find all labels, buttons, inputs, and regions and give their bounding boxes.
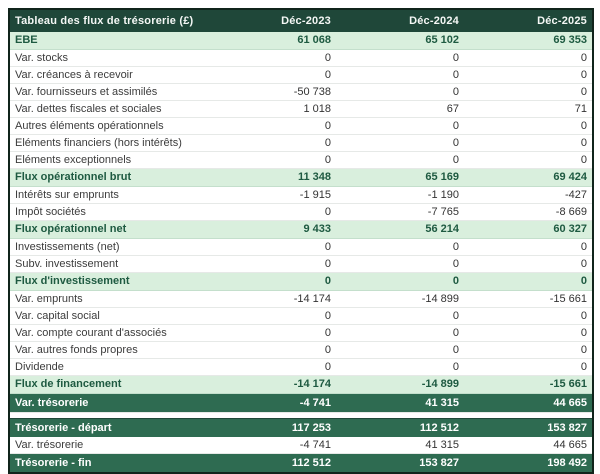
cell-value: -4 741 [241,437,339,454]
row-label: Flux opérationnel brut [9,169,241,187]
column-header-dec-2024: Déc-2024 [339,9,467,32]
column-header-dec-2025: Déc-2025 [467,9,593,32]
cell-value: 0 [241,256,339,273]
cell-value: 112 512 [339,419,467,438]
table-row [9,437,593,454]
table-row [9,394,593,413]
table-row [9,187,593,204]
row-label: Eléments financiers (hors intérêts) [9,135,241,152]
row-label: Var. dettes fiscales et sociales [9,101,241,118]
cell-value: 0 [339,118,467,135]
table-row [9,101,593,118]
cell-value: 9 433 [241,221,339,239]
cell-value: -427 [467,187,593,204]
cell-value: 0 [241,359,339,376]
table-row [9,169,593,187]
cell-value: -14 899 [339,376,467,394]
table-row [9,135,593,152]
table-row [9,342,593,359]
cell-value: 65 169 [339,169,467,187]
table-header-row [9,9,593,32]
row-label: Var. créances à recevoir [9,67,241,84]
table-row [9,152,593,169]
cell-value: 0 [339,342,467,359]
cell-value: -8 669 [467,204,593,221]
cell-value: 1 018 [241,101,339,118]
table-row [9,376,593,394]
table-row [9,419,593,438]
cell-value: 0 [467,152,593,169]
cell-value: 0 [339,359,467,376]
cell-value: 0 [339,325,467,342]
table-row [9,308,593,325]
cell-value: 60 327 [467,221,593,239]
table-row [9,118,593,135]
cell-value: -1 190 [339,187,467,204]
cell-value: 0 [467,239,593,256]
cashflow-report-page [0,8,600,469]
cell-value: 0 [467,67,593,84]
row-label: Impôt sociétés [9,204,241,221]
row-label: Dividende [9,359,241,376]
table-row [9,67,593,84]
cell-value: 44 665 [467,394,593,413]
cell-value: 0 [339,239,467,256]
cell-value: 0 [467,50,593,67]
cell-value: 0 [467,84,593,101]
table-row [9,454,593,474]
cell-value: 0 [241,50,339,67]
table-row [9,221,593,239]
table-row [9,32,593,50]
cell-value: 0 [241,152,339,169]
row-label: Eléments exceptionnels [9,152,241,169]
cell-value: 0 [339,273,467,291]
cell-value: 0 [339,256,467,273]
cell-value: 0 [241,342,339,359]
cell-value: 0 [467,342,593,359]
row-label: Var. stocks [9,50,241,67]
cell-value: 0 [467,308,593,325]
cell-value: -7 765 [339,204,467,221]
row-label: Intérêts sur emprunts [9,187,241,204]
cell-value: 117 253 [241,419,339,438]
table-title: Tableau des flux de trésorerie (£) [9,9,241,32]
row-label: Trésorerie - départ [9,419,241,438]
row-label: Var. autres fonds propres [9,342,241,359]
cell-value: -1 915 [241,187,339,204]
cell-value: 198 492 [467,454,593,474]
cell-value: 11 348 [241,169,339,187]
table-row [9,359,593,376]
table-row [9,273,593,291]
row-label: Var. trésorerie [9,394,241,413]
cell-value: 0 [241,308,339,325]
cell-value: -4 741 [241,394,339,413]
cell-value: 0 [339,50,467,67]
row-label: Var. compte courant d'associés [9,325,241,342]
row-label: Autres éléments opérationnels [9,118,241,135]
cell-value: -15 661 [467,291,593,308]
cell-value: -14 899 [339,291,467,308]
cell-value: 0 [339,67,467,84]
cell-value: 0 [467,256,593,273]
table-row [9,204,593,221]
table-row [9,291,593,308]
cell-value: 0 [339,135,467,152]
cell-value: 0 [467,135,593,152]
table-row [9,84,593,101]
table-row [9,239,593,256]
cell-value: 0 [339,308,467,325]
row-label: Var. trésorerie [9,437,241,454]
cell-value: 41 315 [339,394,467,413]
row-label: EBE [9,32,241,50]
table-row [9,256,593,273]
cell-value: 0 [241,273,339,291]
cell-value: 0 [339,84,467,101]
cell-value: 65 102 [339,32,467,50]
cell-value: 153 827 [339,454,467,474]
cell-value: 0 [467,325,593,342]
cell-value: 0 [467,359,593,376]
row-label: Investissements (net) [9,239,241,256]
cell-value: 69 424 [467,169,593,187]
cell-value: 61 068 [241,32,339,50]
row-label: Var. capital social [9,308,241,325]
column-header-dec-2023: Déc-2023 [241,9,339,32]
cell-value: 71 [467,101,593,118]
cell-value: -50 738 [241,84,339,101]
cell-value: 0 [467,273,593,291]
row-label: Flux d'investissement [9,273,241,291]
cell-value: 41 315 [339,437,467,454]
cell-value: 0 [241,135,339,152]
cell-value: 69 353 [467,32,593,50]
cell-value: 44 665 [467,437,593,454]
cell-value: -14 174 [241,376,339,394]
cell-value: 0 [467,118,593,135]
row-label: Var. emprunts [9,291,241,308]
table-row [9,50,593,67]
cell-value: 67 [339,101,467,118]
cell-value: 56 214 [339,221,467,239]
row-label: Var. fournisseurs et assimilés [9,84,241,101]
cell-value: -15 661 [467,376,593,394]
row-label: Flux opérationnel net [9,221,241,239]
cashflow-table [8,8,594,474]
row-label: Trésorerie - fin [9,454,241,474]
cell-value: 0 [339,152,467,169]
cell-value: 0 [241,118,339,135]
cell-value: 0 [241,239,339,256]
cell-value: 0 [241,325,339,342]
cell-value: 0 [241,67,339,84]
cell-value: 153 827 [467,419,593,438]
cell-value: 112 512 [241,454,339,474]
cell-value: -14 174 [241,291,339,308]
row-label: Subv. investissement [9,256,241,273]
table-row [9,325,593,342]
cell-value: 0 [241,204,339,221]
row-label: Flux de financement [9,376,241,394]
